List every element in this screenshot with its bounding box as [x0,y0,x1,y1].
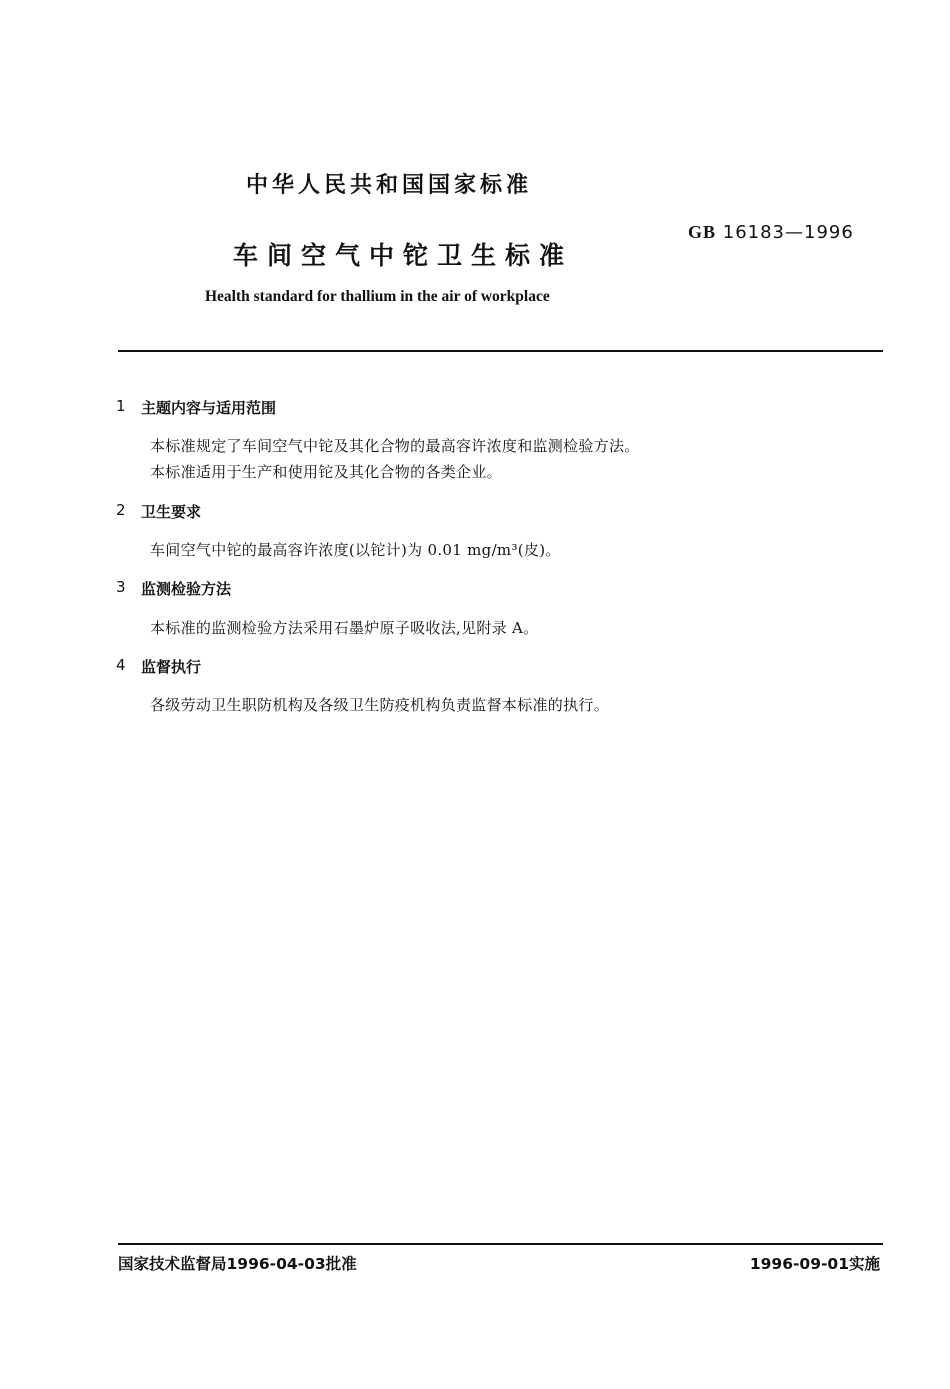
section-title: 监督执行 [141,658,202,676]
approval-date: 国家技术监督局1996-04-03批准 [118,1255,357,1273]
section-number: 1 [116,397,126,415]
standard-number: 16183—1996 [722,222,854,243]
document-title-cn: 车间空气中铊卫生标准 [233,241,574,270]
section-title: 卫生要求 [141,503,202,521]
section-title: 主题内容与适用范围 [141,399,277,417]
implementation-date: 1996-09-01实施 [749,1255,880,1273]
section-number: 2 [116,501,126,519]
section-paragraph: 本标准的监测检验方法采用石墨炉原子吸收法,见附录 A。 [150,619,539,637]
section-number: 4 [116,656,126,674]
section-paragraph: 车间空气中铊的最高容许浓度(以铊计)为 0.01 mg/m³(皮)。 [150,541,561,559]
section-paragraph: 本标准适用于生产和使用铊及其化合物的各类企业。 [150,463,502,481]
national-standard-heading: 中华人民共和国国家标准 [246,173,533,198]
section-paragraph: 各级劳动卫生职防机构及各级卫生防疫机构负责监督本标准的执行。 [150,696,610,714]
section-title: 监测检验方法 [141,580,232,598]
document-title-en: Health standard for thallium in the air of workplace [205,288,550,305]
section-number: 3 [116,578,126,596]
section-paragraph: 本标准规定了车间空气中铊及其化合物的最高容许浓度和监测检验方法。 [150,437,640,455]
header-divider [118,350,883,352]
standard-prefix: GB [688,222,717,242]
standard-code [688,222,854,243]
footer-divider [118,1243,883,1245]
